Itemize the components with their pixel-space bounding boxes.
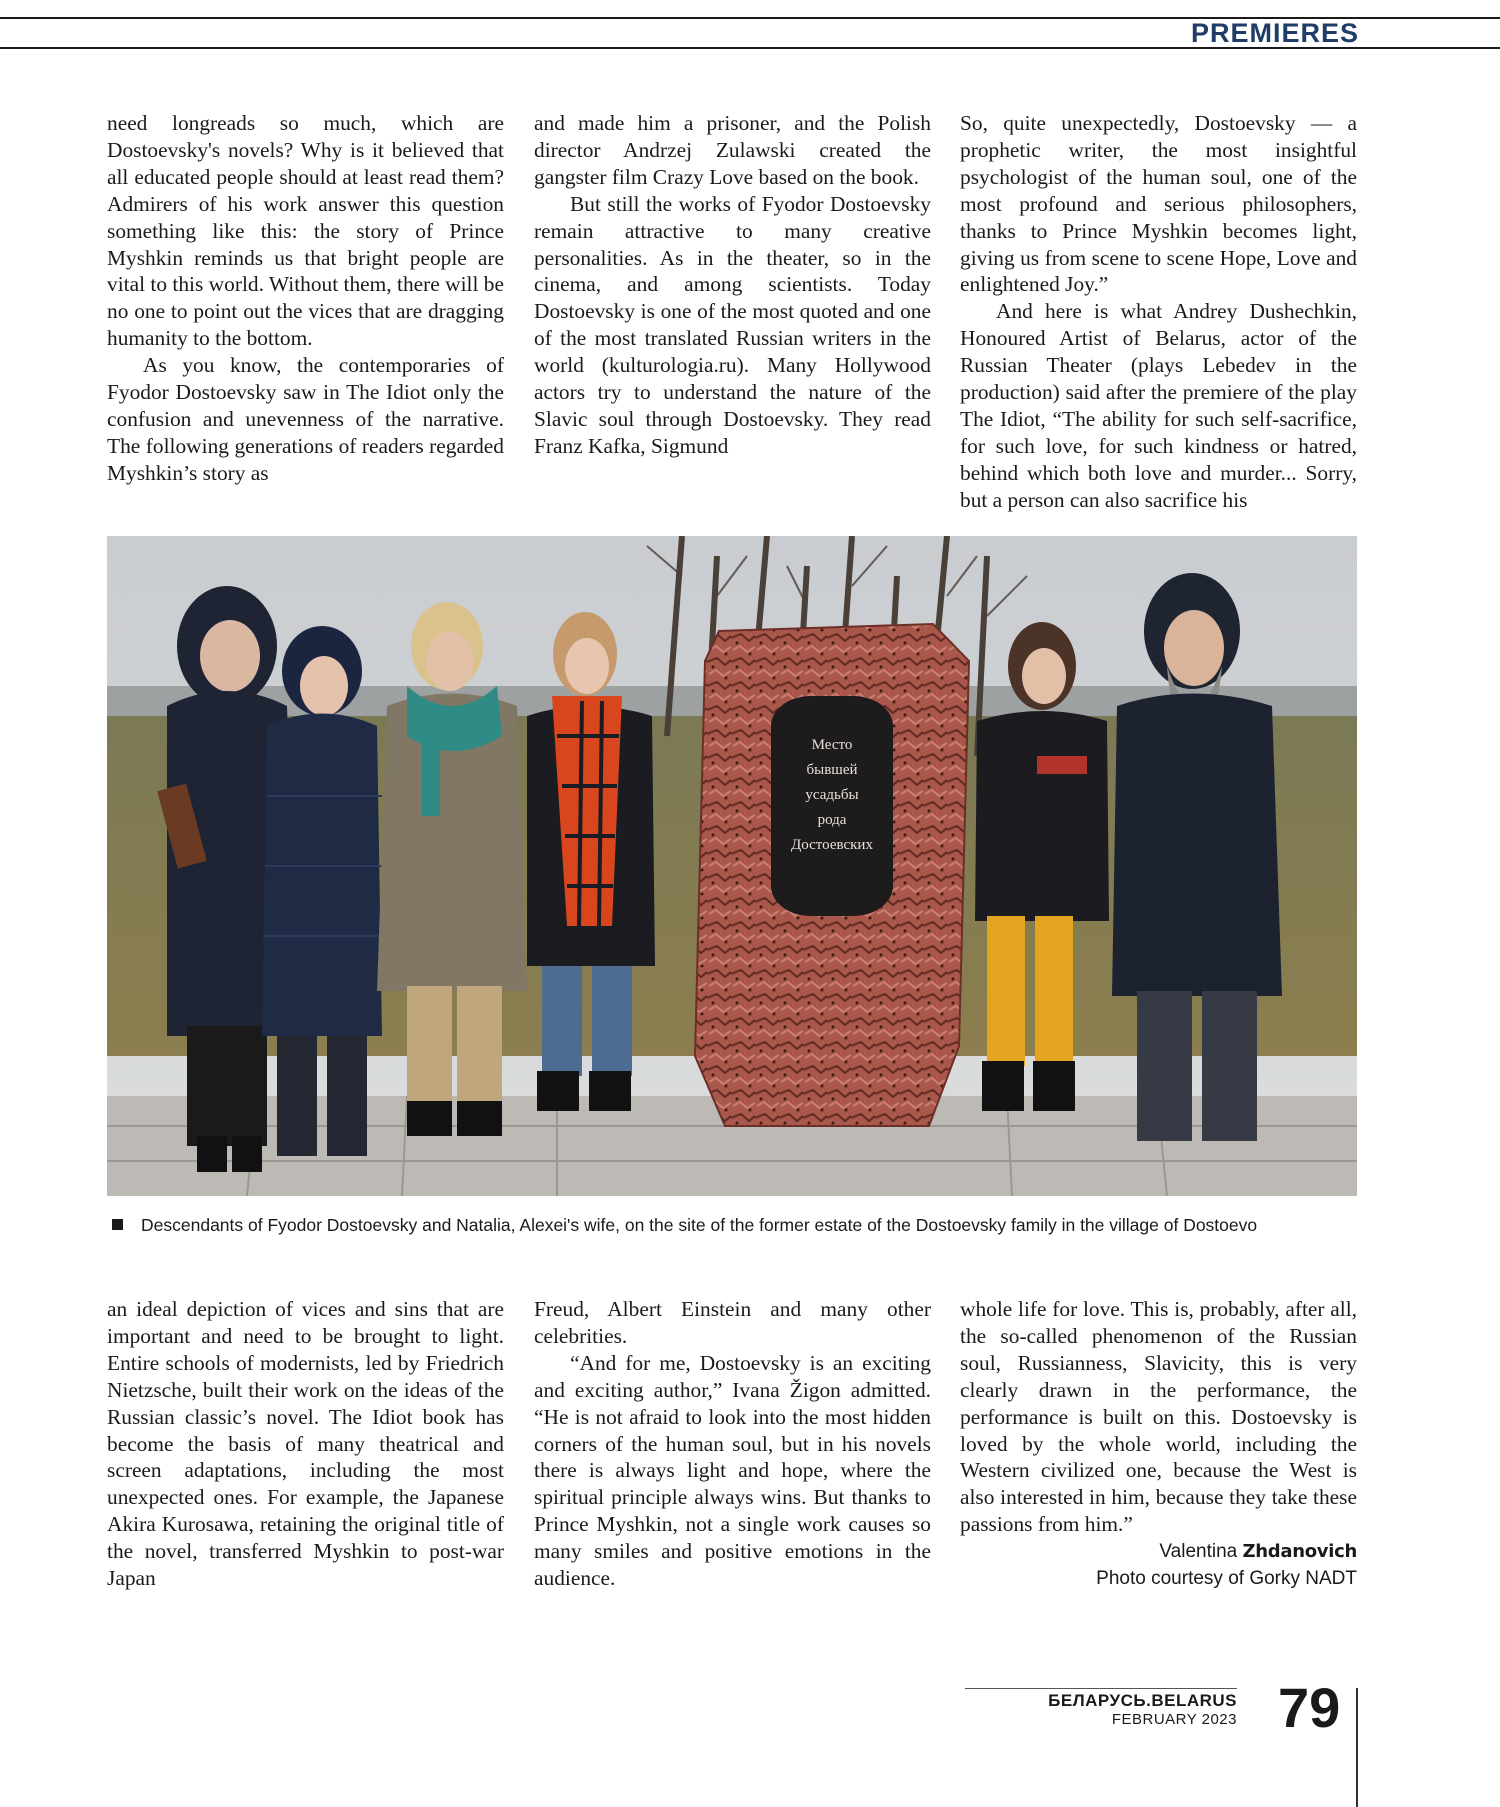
article-photo: [107, 536, 1357, 1196]
author-byline: [1159, 1539, 1357, 1565]
photo-caption: [112, 1214, 1362, 1236]
paragraph: As you know, the contemporaries of Fyodor Dostoevsky saw in The Idiot only the confusion and unevenness of the narrative. The following generations of readers regarded Myshkin’s story as: [107, 353, 504, 485]
paragraph: an ideal depiction of vices and sins that are important and need to be brought to light. Entire schools of modernists, led by Friedrich Nietzsche, built their work on the ideas of the Russian classic’s novel. The Idiot book has become the basis of many theatrical and screen adaptations, including the most unexpected ones. For example, the Japanese Akira Kurosawa, retaining the original title of the novel, transferred Myshkin to post-war Japan: [107, 1297, 504, 1591]
paragraph: and made him a prisoner, and the Polish director Andrzej Zulawski created the gangster film Crazy Love based on the book.: [534, 111, 931, 189]
plaque-line: бывшей: [806, 762, 858, 778]
author-surname: Zhdanovich: [1242, 1541, 1357, 1562]
photo-illustration: [107, 536, 1357, 1196]
page-number: 79: [1278, 1676, 1341, 1739]
plaque-line: рода: [817, 812, 847, 828]
article-column-1-top: [107, 110, 504, 516]
paragraph: need longreads so much, which are Dostoevsky's novels? Why is it believed that all educated people should at least read them? Admirers of his work answer this question something like this: the story of Prince Myshkin reminds us that bright people are vital to this world. Without them, there will be no one to point out the vices that are dragging humanity to the bottom.: [107, 111, 504, 351]
paragraph: “And for me, Dostoevsky is an exciting and exciting author,” Ivana Žigon admitted. “He is not afraid to look into the most hidden corners of the human soul, but in his novels there is always light and hope, where the spiritual principle always wins. But thanks to Prince Myshkin, not a single work causes so many smiles and positive emotions in the audience.: [534, 1350, 931, 1591]
issue-date: FEBRUARY 2023: [1111, 1711, 1237, 1728]
article-column-3-top: [960, 110, 1357, 516]
plaque-line: Место: [811, 737, 853, 753]
caption-text: Descendants of Fyodor Dostoevsky and Natalia, Alexei's wife, on the site of the former estate of the Dostoevsky family in the village of Dostoevo: [141, 1215, 1258, 1235]
plaque-line: усадьбы: [805, 787, 859, 803]
author-first-name: Valentina: [1159, 1541, 1238, 1562]
caption-bullet-icon: [112, 1219, 123, 1230]
paragraph: But still the works of Fyodor Dostoevsky remain attractive to many creative personalities. As in the theater, so in the cinema, and among scientists. Today Dostoevsky is one of the most quoted and one of the most translated Russian writers in the world (kulturologia.ru). Many Hollywood actors try to understand the nature of the Slavic soul through Dostoevsky. They read Franz Kafka, Sigmund: [534, 191, 931, 458]
article-column-2-bottom: [534, 1296, 931, 1594]
photo-credit: Photo courtesy of Gorky NADT: [1096, 1568, 1357, 1589]
footer-rule: [965, 1688, 1237, 1689]
magazine-name: БЕЛАРУСЬ.BELARUS: [1048, 1691, 1237, 1710]
paragraph: whole life for love. This is, probably, after all, the so-called phenomenon of the Russian soul, Russianness, Slavicity, this is very clearly drawn in the performance, the performance is built on this. Dostoevsky is loved by the whole world, including the Western civilized one, because the West is also interested in him, because they take these passions from him.”: [960, 1297, 1357, 1537]
article-column-2-top: [534, 110, 931, 516]
article-column-1-bottom: [107, 1296, 504, 1594]
plaque-line: Достоевских: [791, 837, 873, 853]
paragraph: And here is what Andrey Dushechkin, Honoured Artist of Belarus, actor of the Russian Theater (plays Lebedev in the production) said after the premiere of the play The Idiot, “The ability for such self-sacrifice, for such love, for such kindness or hatred, behind which both love and murder... Sorry, but a person can also sacrifice his: [960, 299, 1357, 512]
section-label: PREMIERES: [1190, 18, 1359, 48]
paragraph: Freud, Albert Einstein and many other celebrities.: [534, 1297, 931, 1348]
page-vertical-rule: [1356, 1688, 1358, 1807]
paragraph: So, quite unexpectedly, Dostoevsky — a prophetic writer, the most insightful psychologist of the human soul, one of the most profound and serious philosophers, thanks to Prince Myshkin becomes light, giving us from scene to scene Hope, Love and enlightened Joy.”: [960, 111, 1357, 297]
